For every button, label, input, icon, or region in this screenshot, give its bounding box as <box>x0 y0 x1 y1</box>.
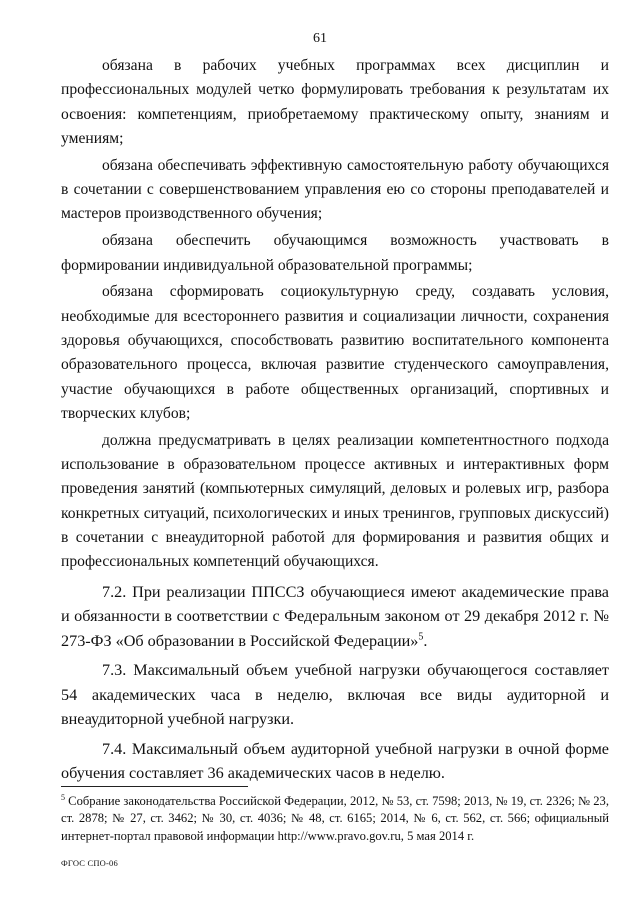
clause-7-2-text: 7.2. При реализации ППССЗ обучающиеся имеют академические права и обязанности в соответствии с Федеральным законом от 29 декабря 2012 г. № 273-ФЗ «Об образовании в Российской Федерации» <box>61 582 609 650</box>
document-code: ФГОС СПО-06 <box>61 858 118 868</box>
clause-7-4: 7.4. Максимальный объем аудиторной учебной нагрузки в очной форме обучения составляет 36 академических часов в неделю. <box>61 739 609 783</box>
footnote-text: Собрание законодательства Российской Федерации, 2012, № 53, ст. 7598; 2013, № 19, ст. 2326; № 23, ст. 2878; № 27, ст. 3462; № 30, ст. 4036; № 48, ст. 6165; 2014, № 6, ст. 562, ст. 566; официальный интернет-портал правовой информации http://www.pravo.gov.ru, 5 мая 2014 г. <box>61 794 609 843</box>
requirement-paragraph-1: обязана в рабочих учебных программах всех дисциплин и профессиональных модулей четко формулировать требования к результатам их освоения: компетенциям, приобретаемому практическому опыту, знаниям и умениям; <box>61 57 609 147</box>
footnote-reference: 5 <box>418 631 424 643</box>
clause-7-2 <box>61 580 609 654</box>
page-number: 61 <box>313 31 327 46</box>
footnote-marker: 5 <box>61 792 65 802</box>
footnote-divider <box>61 786 248 787</box>
requirement-paragraph-5: должна предусматривать в целях реализации компетентностного подхода использование в образовательном процессе активных и интерактивных форм проведения занятий (компьютерных симуляций, деловых и ролевых игр, разбора конкретных ситуаций, психологических и иных тренингов, групповых дискуссий) в сочетании с внеаудиторной работой для формирования и развития общих и профессиональных компетенций обучающихся. <box>61 431 609 571</box>
requirement-paragraph-4: обязана сформировать социокультурную среду, создавать условия, необходимые для всестороннего развития и социализации личности, сохранения здоровья обучающихся, способствовать развитию воспитательного компонента образовательного процесса, включая развитие студенческого самоуправления, участие обучающихся в работе общественных организаций, спортивных и творческих клубов; <box>61 283 609 422</box>
page-body <box>61 54 609 786</box>
requirement-paragraph-3: обязана обеспечить обучающимся возможность участвовать в формировании индивидуальной образовательной программы; <box>61 232 609 274</box>
clause-7-2-end: . <box>423 631 428 650</box>
footnote <box>61 793 609 845</box>
requirement-paragraph-2: обязана обеспечивать эффективную самостоятельную работу обучающихся в сочетании с совершенствованием управления ею со стороны преподавателей и мастеров производственного обучения; <box>61 156 609 223</box>
clause-7-3: 7.3. Максимальный объем учебной нагрузки обучающегося составляет 54 академических часа в неделю, включая все виды аудиторной и внеаудиторной учебной нагрузки. <box>61 661 609 729</box>
